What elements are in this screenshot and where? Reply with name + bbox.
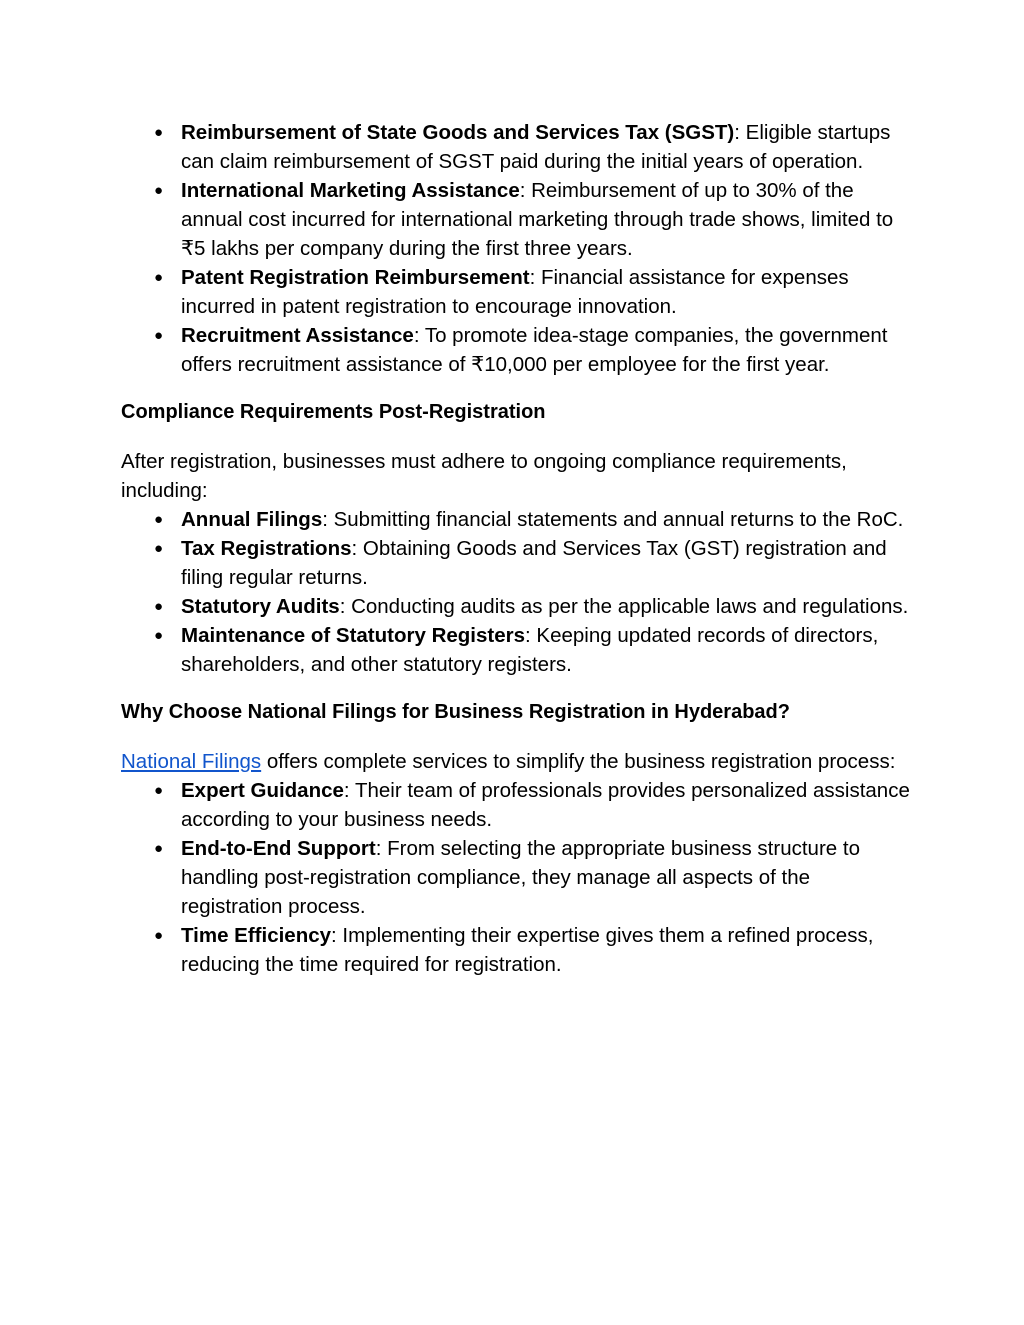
bullet-icon: ● [154,927,164,944]
list-item [121,776,911,834]
document-content [121,118,911,979]
compliance-intro: After registration, businesses must adhere to ongoing compliance requirements, including: [121,450,847,502]
item-description: : Implementing their expertise gives them a refined process, reducing the time required for registration. [181,924,874,976]
list-item [121,621,911,679]
bullet-icon: ● [154,182,164,199]
item-description: : To promote idea-stage companies, the government offers recruitment assistance of ₹10,000 per employee for the first year. [181,324,888,376]
item-term: Expert Guidance [181,779,344,802]
item-description: : Obtaining Goods and Services Tax (GST) registration and filing regular returns. [181,537,887,589]
item-term: Statutory Audits [181,595,340,618]
item-description: : Submitting financial statements and annual returns to the RoC. [322,508,904,531]
item-term: Time Efficiency [181,924,332,947]
item-description: : Eligible startups can claim reimbursement of SGST paid during the initial years of operation. [181,121,891,173]
bullet-icon: ● [154,269,164,286]
bullet-icon: ● [154,540,164,557]
list-item [121,534,911,592]
bullet-icon: ● [154,327,164,344]
bullet-icon: ● [154,511,164,528]
list-item [121,263,911,321]
item-term: End-to-End Support [181,837,376,860]
item-term: Patent Registration Reimbursement [181,266,530,289]
item-term: Maintenance of Statutory Registers [181,624,526,647]
why-choose-heading: Why Choose National Filings for Business Registration in Hyderabad? [121,701,790,723]
item-term: Reimbursement of State Goods and Services Tax (SGST) [181,121,735,144]
list-item [121,834,911,921]
item-description: : Financial assistance for expenses incurred in patent registration to encourage innovation. [181,266,849,318]
list-item [121,176,911,263]
why-choose-list [121,776,911,979]
list-item [121,921,911,979]
item-term: Recruitment Assistance [181,324,414,347]
list-item [121,592,911,621]
item-term: Annual Filings [181,508,323,531]
item-description: : Keeping updated records of directors, shareholders, and other statutory registers. [181,624,879,676]
bullet-icon: ● [154,782,164,799]
bullet-icon: ● [154,598,164,615]
incentives-list [121,118,911,379]
bullet-icon: ● [154,124,164,141]
why-choose-intro [121,747,911,776]
why-choose-intro-text: offers complete services to simplify the business registration process: [261,750,896,773]
list-item [121,321,911,379]
bullet-icon: ● [154,840,164,857]
item-description: : Conducting audits as per the applicable laws and regulations. [339,595,909,618]
item-term: Tax Registrations [181,537,352,560]
bullet-icon: ● [154,627,164,644]
item-description: : From selecting the appropriate business structure to handling post-registration compliance, they manage all aspects of the registration process. [181,837,860,918]
compliance-list [121,505,911,679]
list-item [121,505,911,534]
item-description: : Reimbursement of up to 30% of the annual cost incurred for international marketing through trade shows, limited to ₹5 lakhs per company during the first three years. [181,179,894,260]
list-item [121,118,911,176]
item-term: International Marketing Assistance [181,179,520,202]
item-description: : Their team of professionals provides personalized assistance according to your business needs. [181,779,910,831]
national-filings-link[interactable]: National Filings [121,750,262,773]
compliance-heading: Compliance Requirements Post-Registration [121,401,546,423]
